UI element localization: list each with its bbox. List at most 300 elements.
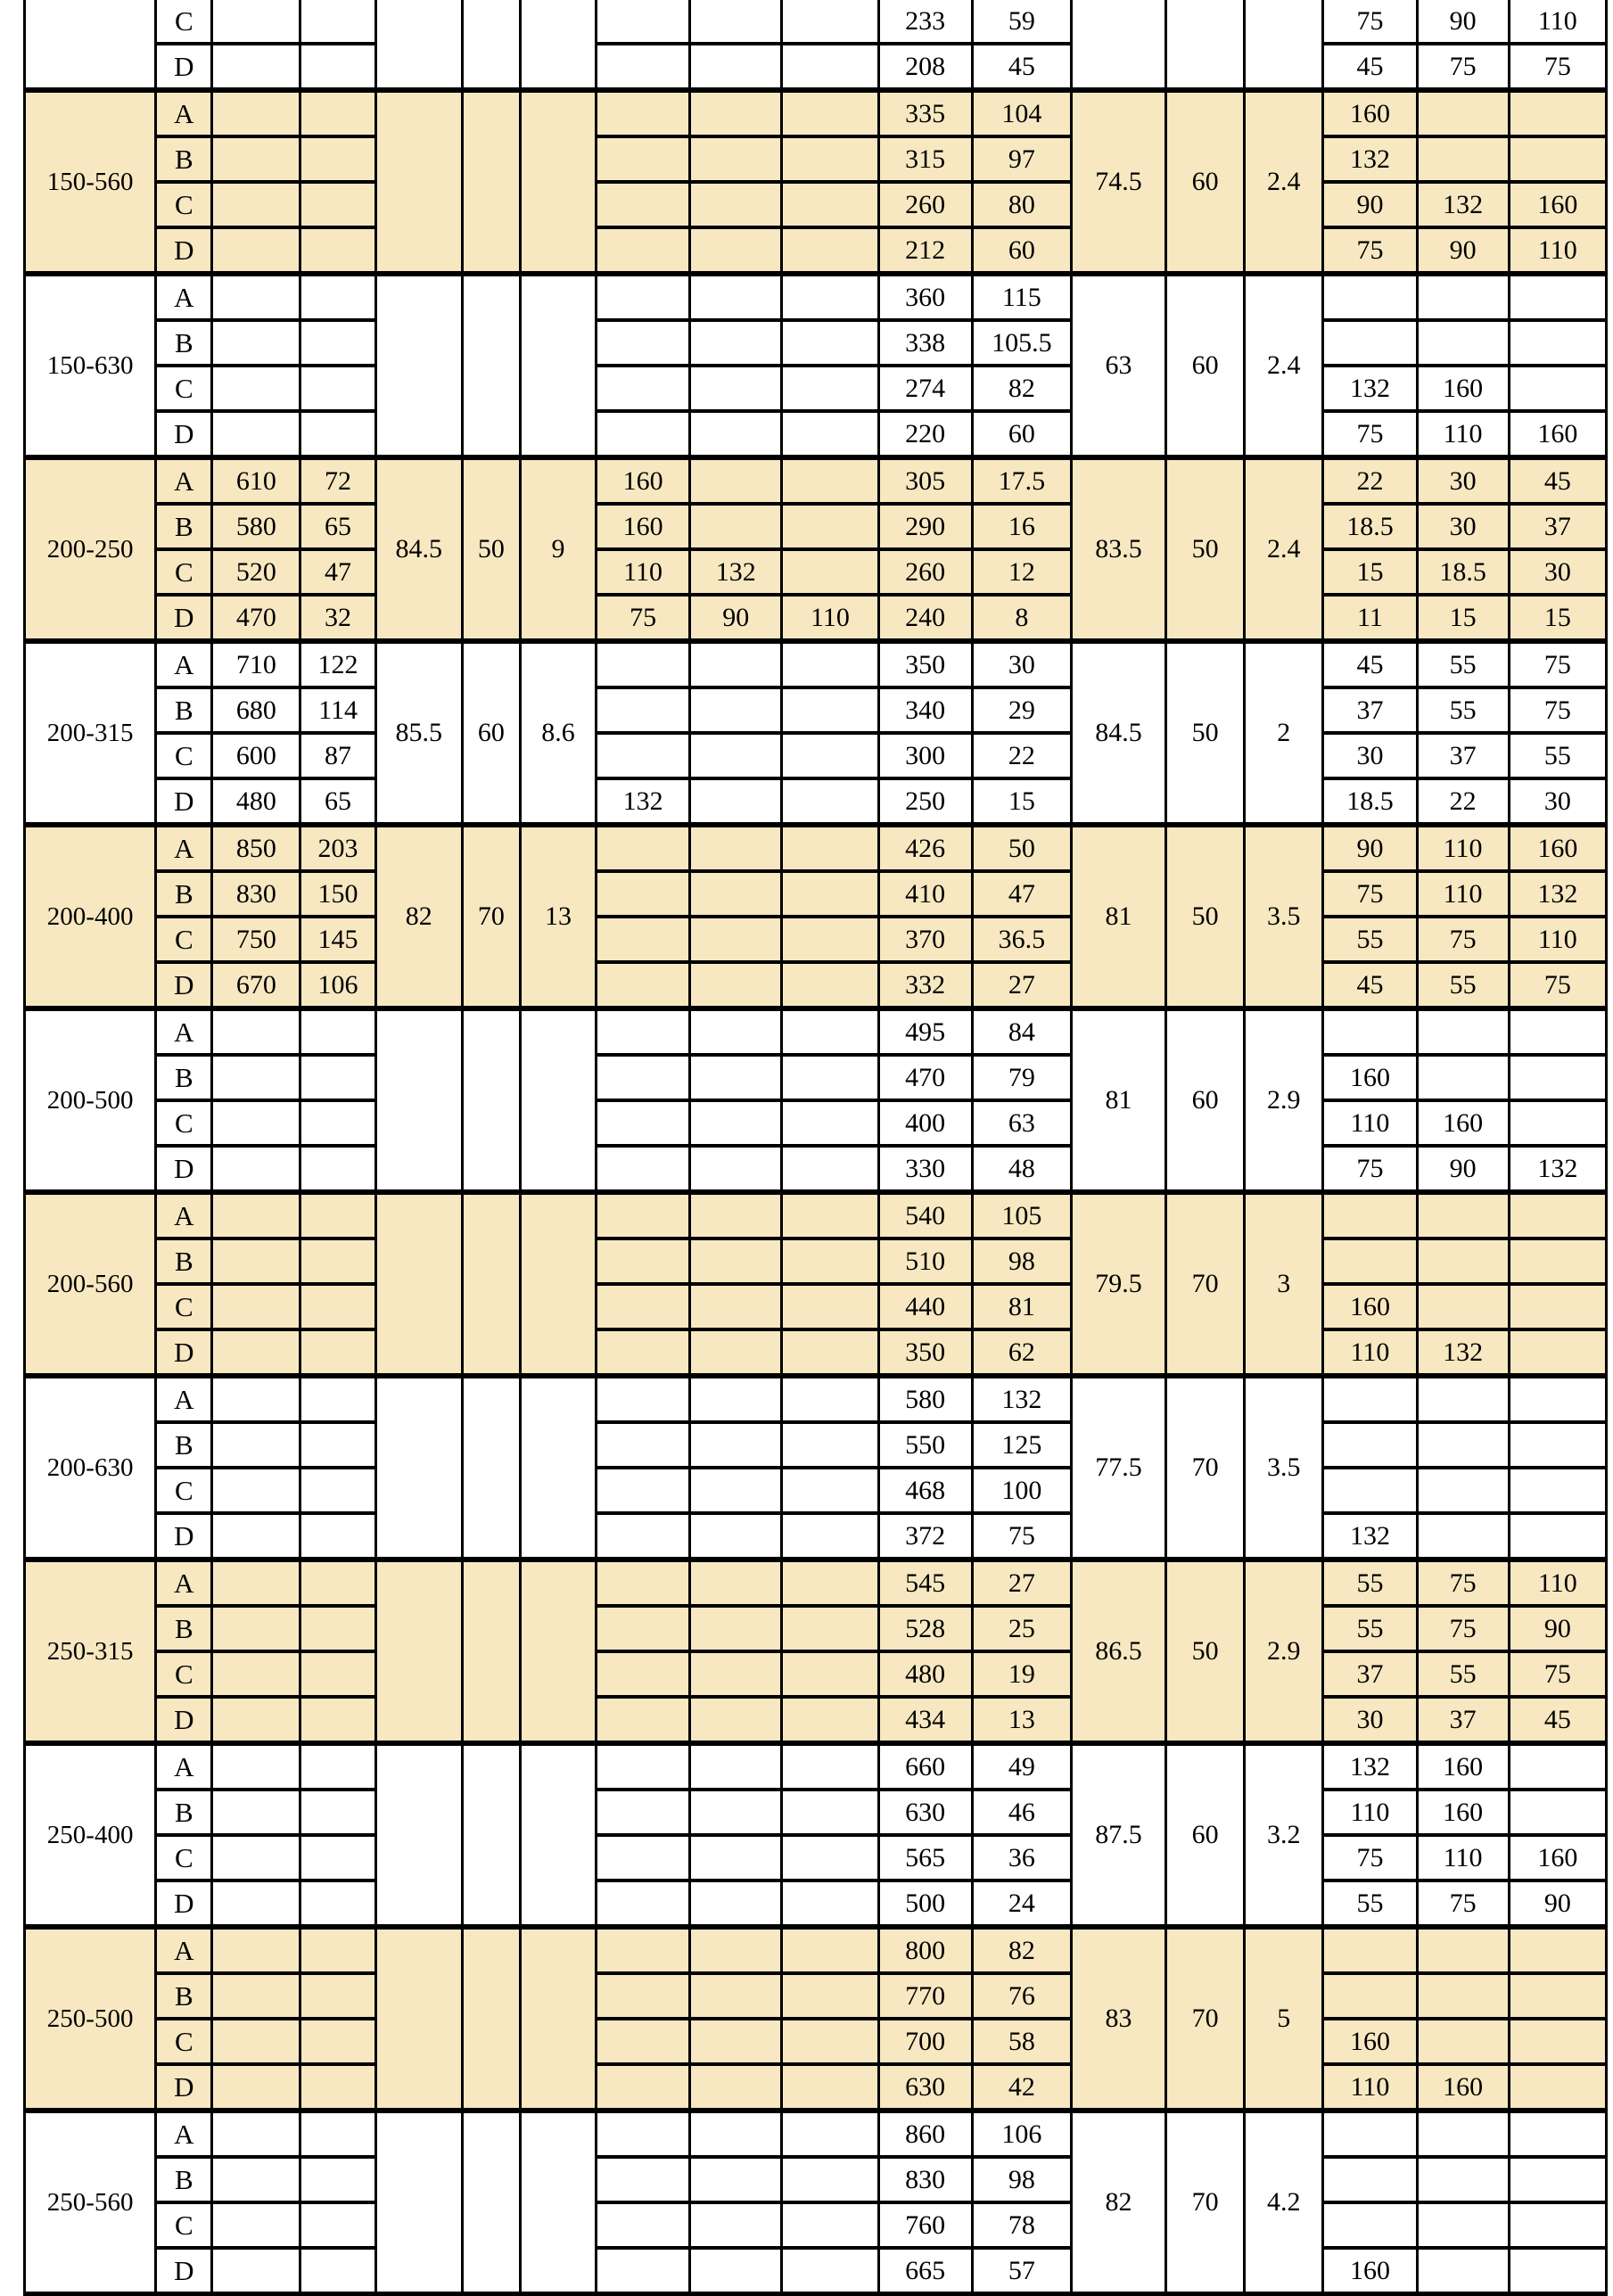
- value-cell: [597, 274, 690, 320]
- value-cell: 75: [597, 595, 690, 641]
- model-cell: 200-500: [25, 1008, 156, 1192]
- value-cell: 580: [212, 504, 300, 549]
- value-cell: [597, 1192, 690, 1239]
- value-cell: 90: [1323, 825, 1417, 871]
- value-cell: 90: [1323, 182, 1417, 227]
- value-cell: 400: [878, 1100, 972, 1146]
- value-cell: [690, 136, 782, 182]
- merged-value-cell: 60: [462, 641, 520, 825]
- table-row: [25, 2064, 1607, 2111]
- value-cell: [1417, 1973, 1509, 2019]
- value-cell: [690, 1376, 782, 1422]
- value-cell: [300, 1606, 375, 1651]
- value-cell: [690, 871, 782, 917]
- merged-value-cell: 81: [1071, 1008, 1165, 1192]
- value-cell: 212: [878, 227, 972, 274]
- merged-value-cell: [520, 2111, 596, 2294]
- variant-letter-cell: B: [156, 1239, 212, 1284]
- value-cell: [690, 2157, 782, 2202]
- value-cell: [782, 778, 878, 825]
- value-cell: [782, 1468, 878, 1513]
- merged-value-cell: 2.9: [1245, 1559, 1323, 1743]
- merged-value-cell: 84.5: [375, 457, 462, 641]
- table-row: [25, 2111, 1607, 2157]
- value-cell: [690, 411, 782, 457]
- variant-letter-cell: B: [156, 1606, 212, 1651]
- value-cell: [690, 227, 782, 274]
- variant-letter-cell: D: [156, 227, 212, 274]
- value-cell: [300, 366, 375, 411]
- value-cell: 528: [878, 1606, 972, 1651]
- merged-value-cell: 50: [462, 457, 520, 641]
- table-row: [25, 182, 1607, 227]
- value-cell: [690, 1835, 782, 1880]
- variant-letter-cell: C: [156, 366, 212, 411]
- table-row: [25, 136, 1607, 182]
- merged-value-cell: [375, 90, 462, 274]
- value-cell: [782, 227, 878, 274]
- table-row: [25, 687, 1607, 733]
- value-cell: [300, 1008, 375, 1055]
- value-cell: [212, 1559, 300, 1606]
- value-cell: [690, 1329, 782, 1376]
- value-cell: 22: [1417, 778, 1509, 825]
- merged-value-cell: 60: [1166, 90, 1245, 274]
- value-cell: 545: [878, 1559, 972, 1606]
- value-cell: [782, 1697, 878, 1743]
- value-cell: [1417, 1008, 1509, 1055]
- merged-value-cell: 3: [1245, 1192, 1323, 1376]
- value-cell: [1417, 1284, 1509, 1329]
- value-cell: 27: [972, 1559, 1071, 1606]
- value-cell: [690, 0, 782, 44]
- merged-value-cell: [462, 274, 520, 457]
- value-cell: [1323, 1239, 1417, 1284]
- value-cell: 58: [972, 2019, 1071, 2064]
- value-cell: [782, 1100, 878, 1146]
- value-cell: 18.5: [1323, 778, 1417, 825]
- value-cell: 15: [972, 778, 1071, 825]
- spec-table-wrap: [23, 0, 1608, 2296]
- value-cell: [300, 1468, 375, 1513]
- value-cell: [782, 366, 878, 411]
- value-cell: [212, 227, 300, 274]
- value-cell: 55: [1323, 1559, 1417, 1606]
- value-cell: [300, 44, 375, 90]
- table-row: [25, 733, 1607, 778]
- value-cell: 132: [1323, 366, 1417, 411]
- value-cell: 440: [878, 1284, 972, 1329]
- merged-value-cell: 3.5: [1245, 825, 1323, 1008]
- variant-letter-cell: B: [156, 320, 212, 366]
- merged-value-cell: [375, 274, 462, 457]
- value-cell: [1417, 136, 1509, 182]
- value-cell: [690, 1008, 782, 1055]
- value-cell: [1417, 1055, 1509, 1100]
- value-cell: 160: [1509, 1835, 1606, 1880]
- value-cell: [597, 182, 690, 227]
- value-cell: [597, 733, 690, 778]
- value-cell: [300, 2202, 375, 2248]
- variant-letter-cell: C: [156, 549, 212, 595]
- value-cell: [690, 1743, 782, 1790]
- value-cell: 274: [878, 366, 972, 411]
- value-cell: [300, 1422, 375, 1468]
- variant-letter-cell: C: [156, 1284, 212, 1329]
- value-cell: 110: [1509, 227, 1606, 274]
- value-cell: [690, 1284, 782, 1329]
- value-cell: 426: [878, 825, 972, 871]
- value-cell: 57: [972, 2248, 1071, 2294]
- value-cell: 480: [212, 778, 300, 825]
- value-cell: 160: [1417, 1100, 1509, 1146]
- value-cell: 160: [597, 457, 690, 504]
- value-cell: [782, 2157, 878, 2202]
- table-row: [25, 227, 1607, 274]
- merged-value-cell: 4.2: [1245, 2111, 1323, 2294]
- variant-letter-cell: C: [156, 1651, 212, 1697]
- value-cell: 78: [972, 2202, 1071, 2248]
- value-cell: 75: [1417, 44, 1509, 90]
- value-cell: [1509, 1100, 1606, 1146]
- value-cell: [1509, 274, 1606, 320]
- value-cell: 72: [300, 457, 375, 504]
- value-cell: [212, 1284, 300, 1329]
- value-cell: [782, 1559, 878, 1606]
- value-cell: 710: [212, 641, 300, 687]
- value-cell: [597, 2111, 690, 2157]
- table-row: [25, 1927, 1607, 1973]
- variant-letter-cell: C: [156, 917, 212, 962]
- value-cell: 233: [878, 0, 972, 44]
- value-cell: [782, 1239, 878, 1284]
- value-cell: [1417, 1239, 1509, 1284]
- value-cell: 132: [597, 778, 690, 825]
- value-cell: [212, 1743, 300, 1790]
- table-row: [25, 411, 1607, 457]
- merged-value-cell: [462, 1743, 520, 1927]
- value-cell: [1417, 320, 1509, 366]
- merged-value-cell: 77.5: [1071, 1376, 1165, 1559]
- value-cell: [1509, 1743, 1606, 1790]
- value-cell: [212, 1422, 300, 1468]
- value-cell: [212, 1239, 300, 1284]
- table-row: [25, 1192, 1607, 1239]
- model-cell: 250-500: [25, 1927, 156, 2111]
- value-cell: 132: [1323, 1513, 1417, 1559]
- value-cell: 700: [878, 2019, 972, 2064]
- value-cell: [1509, 2248, 1606, 2294]
- value-cell: [1323, 1192, 1417, 1239]
- value-cell: [597, 1284, 690, 1329]
- merged-value-cell: 70: [1166, 1376, 1245, 1559]
- merged-value-cell: [462, 1008, 520, 1192]
- value-cell: 760: [878, 2202, 972, 2248]
- value-cell: 410: [878, 871, 972, 917]
- value-cell: [300, 1697, 375, 1743]
- value-cell: [597, 90, 690, 136]
- value-cell: 75: [1417, 1559, 1509, 1606]
- merged-value-cell: [375, 1927, 462, 2111]
- value-cell: [212, 1192, 300, 1239]
- table-row: [25, 641, 1607, 687]
- value-cell: [597, 411, 690, 457]
- value-cell: [300, 320, 375, 366]
- value-cell: [597, 1559, 690, 1606]
- value-cell: [1417, 274, 1509, 320]
- value-cell: [1323, 1008, 1417, 1055]
- value-cell: 82: [972, 1927, 1071, 1973]
- value-cell: [690, 1468, 782, 1513]
- value-cell: [212, 1697, 300, 1743]
- value-cell: [690, 2019, 782, 2064]
- value-cell: [212, 1468, 300, 1513]
- variant-letter-cell: C: [156, 182, 212, 227]
- value-cell: 90: [1417, 0, 1509, 44]
- value-cell: [690, 90, 782, 136]
- value-cell: 75: [972, 1513, 1071, 1559]
- value-cell: [597, 2019, 690, 2064]
- value-cell: 16: [972, 504, 1071, 549]
- value-cell: [1509, 90, 1606, 136]
- value-cell: 79: [972, 1055, 1071, 1100]
- value-cell: [690, 1100, 782, 1146]
- value-cell: [690, 2111, 782, 2157]
- merged-value-cell: [375, 1192, 462, 1376]
- merged-value-cell: [520, 1743, 596, 1927]
- value-cell: 350: [878, 1329, 972, 1376]
- value-cell: 630: [878, 1790, 972, 1835]
- value-cell: [597, 136, 690, 182]
- model-cell: 200-250: [25, 457, 156, 641]
- value-cell: [1323, 2157, 1417, 2202]
- merged-value-cell: 74.5: [1071, 90, 1165, 274]
- spec-table: [23, 0, 1608, 2296]
- merged-value-cell: 3.5: [1245, 1376, 1323, 1559]
- value-cell: [212, 1329, 300, 1376]
- model-cell: 200-315: [25, 641, 156, 825]
- value-cell: [597, 1239, 690, 1284]
- value-cell: [300, 1055, 375, 1100]
- value-cell: 37: [1323, 687, 1417, 733]
- merged-value-cell: [520, 90, 596, 274]
- value-cell: 160: [1509, 182, 1606, 227]
- value-cell: [690, 457, 782, 504]
- value-cell: 29: [972, 687, 1071, 733]
- value-cell: 30: [1323, 733, 1417, 778]
- value-cell: 37: [1417, 1697, 1509, 1743]
- merged-value-cell: [375, 1008, 462, 1192]
- value-cell: [1323, 1468, 1417, 1513]
- value-cell: [1509, 1376, 1606, 1422]
- merged-value-cell: [520, 274, 596, 457]
- value-cell: [690, 44, 782, 90]
- value-cell: 160: [597, 504, 690, 549]
- value-cell: [597, 825, 690, 871]
- value-cell: 160: [1323, 2248, 1417, 2294]
- value-cell: 75: [1323, 411, 1417, 457]
- value-cell: [300, 1376, 375, 1422]
- value-cell: [782, 182, 878, 227]
- value-cell: 372: [878, 1513, 972, 1559]
- merged-value-cell: 60: [1166, 1743, 1245, 1927]
- table-row: [25, 1422, 1607, 1468]
- merged-value-cell: [375, 0, 462, 90]
- value-cell: 55: [1323, 1880, 1417, 1927]
- value-cell: 660: [878, 1743, 972, 1790]
- value-cell: 47: [300, 549, 375, 595]
- variant-letter-cell: A: [156, 825, 212, 871]
- value-cell: [300, 1239, 375, 1284]
- value-cell: 36: [972, 1835, 1071, 1880]
- value-cell: [782, 1743, 878, 1790]
- variant-letter-cell: D: [156, 2248, 212, 2294]
- variant-letter-cell: D: [156, 1146, 212, 1192]
- value-cell: [300, 2157, 375, 2202]
- value-cell: [782, 1513, 878, 1559]
- value-cell: 132: [1417, 182, 1509, 227]
- value-cell: 87: [300, 733, 375, 778]
- merged-value-cell: 63: [1071, 274, 1165, 457]
- value-cell: [782, 44, 878, 90]
- table-row: [25, 1468, 1607, 1513]
- value-cell: [597, 1743, 690, 1790]
- value-cell: [597, 1376, 690, 1422]
- value-cell: [212, 1651, 300, 1697]
- value-cell: 580: [878, 1376, 972, 1422]
- value-cell: [1417, 90, 1509, 136]
- value-cell: [1509, 1422, 1606, 1468]
- model-cell: 200-400: [25, 825, 156, 1008]
- value-cell: [782, 917, 878, 962]
- model-cell: 150-560: [25, 90, 156, 274]
- table-row: [25, 917, 1607, 962]
- value-cell: [782, 1192, 878, 1239]
- value-cell: 27: [972, 962, 1071, 1008]
- merged-value-cell: [1166, 0, 1245, 90]
- value-cell: [782, 1835, 878, 1880]
- value-cell: [597, 1973, 690, 2019]
- value-cell: 770: [878, 1973, 972, 2019]
- model-cell: 200-630: [25, 1376, 156, 1559]
- value-cell: [300, 1513, 375, 1559]
- table-row: [25, 2157, 1607, 2202]
- value-cell: [782, 274, 878, 320]
- value-cell: 18.5: [1417, 549, 1509, 595]
- value-cell: [1509, 1927, 1606, 1973]
- value-cell: 145: [300, 917, 375, 962]
- value-cell: [782, 871, 878, 917]
- value-cell: [597, 0, 690, 44]
- value-cell: 80: [972, 182, 1071, 227]
- variant-letter-cell: D: [156, 2064, 212, 2111]
- variant-letter-cell: A: [156, 1743, 212, 1790]
- value-cell: 332: [878, 962, 972, 1008]
- variant-letter-cell: B: [156, 2157, 212, 2202]
- variant-letter-cell: C: [156, 2202, 212, 2248]
- value-cell: 220: [878, 411, 972, 457]
- value-cell: [690, 366, 782, 411]
- value-cell: 22: [1323, 457, 1417, 504]
- value-cell: 115: [972, 274, 1071, 320]
- value-cell: [212, 2019, 300, 2064]
- variant-letter-cell: B: [156, 1973, 212, 2019]
- value-cell: 110: [1417, 1835, 1509, 1880]
- value-cell: [212, 1927, 300, 1973]
- value-cell: [212, 90, 300, 136]
- variant-letter-cell: A: [156, 641, 212, 687]
- value-cell: 36.5: [972, 917, 1071, 962]
- value-cell: [690, 1651, 782, 1697]
- value-cell: [690, 778, 782, 825]
- value-cell: [1417, 1192, 1509, 1239]
- value-cell: [690, 1239, 782, 1284]
- value-cell: [597, 1008, 690, 1055]
- variant-letter-cell: D: [156, 1697, 212, 1743]
- value-cell: 98: [972, 2157, 1071, 2202]
- value-cell: 300: [878, 733, 972, 778]
- value-cell: [690, 687, 782, 733]
- value-cell: 520: [212, 549, 300, 595]
- value-cell: [782, 2248, 878, 2294]
- value-cell: [782, 1146, 878, 1192]
- value-cell: [1417, 1468, 1509, 1513]
- value-cell: 75: [1323, 1835, 1417, 1880]
- table-row: [25, 1880, 1607, 1927]
- value-cell: [690, 2202, 782, 2248]
- value-cell: 208: [878, 44, 972, 90]
- table-row: [25, 44, 1607, 90]
- value-cell: [782, 549, 878, 595]
- value-cell: [690, 825, 782, 871]
- value-cell: [1509, 1192, 1606, 1239]
- value-cell: 203: [300, 825, 375, 871]
- value-cell: 84: [972, 1008, 1071, 1055]
- value-cell: [212, 366, 300, 411]
- value-cell: 350: [878, 641, 972, 687]
- table-row: [25, 504, 1607, 549]
- value-cell: 45: [1509, 1697, 1606, 1743]
- value-cell: [300, 2064, 375, 2111]
- value-cell: [690, 320, 782, 366]
- table-row: [25, 0, 1607, 44]
- value-cell: [782, 0, 878, 44]
- merged-value-cell: 2.4: [1245, 90, 1323, 274]
- value-cell: 122: [300, 641, 375, 687]
- value-cell: 30: [1509, 778, 1606, 825]
- value-cell: 75: [1509, 1651, 1606, 1697]
- value-cell: 110: [1417, 871, 1509, 917]
- value-cell: [212, 1973, 300, 2019]
- merged-value-cell: 85.5: [375, 641, 462, 825]
- value-cell: [782, 457, 878, 504]
- merged-value-cell: 50: [1166, 825, 1245, 1008]
- merged-value-cell: 81: [1071, 825, 1165, 1008]
- table-row: [25, 778, 1607, 825]
- merged-value-cell: 60: [1166, 274, 1245, 457]
- merged-value-cell: [1071, 0, 1165, 90]
- table-row: [25, 320, 1607, 366]
- value-cell: [212, 320, 300, 366]
- value-cell: 30: [1509, 549, 1606, 595]
- table-row: [25, 962, 1607, 1008]
- value-cell: [597, 962, 690, 1008]
- merged-value-cell: [462, 1376, 520, 1559]
- value-cell: [300, 411, 375, 457]
- table-row: [25, 1329, 1607, 1376]
- value-cell: [782, 1606, 878, 1651]
- value-cell: [782, 2064, 878, 2111]
